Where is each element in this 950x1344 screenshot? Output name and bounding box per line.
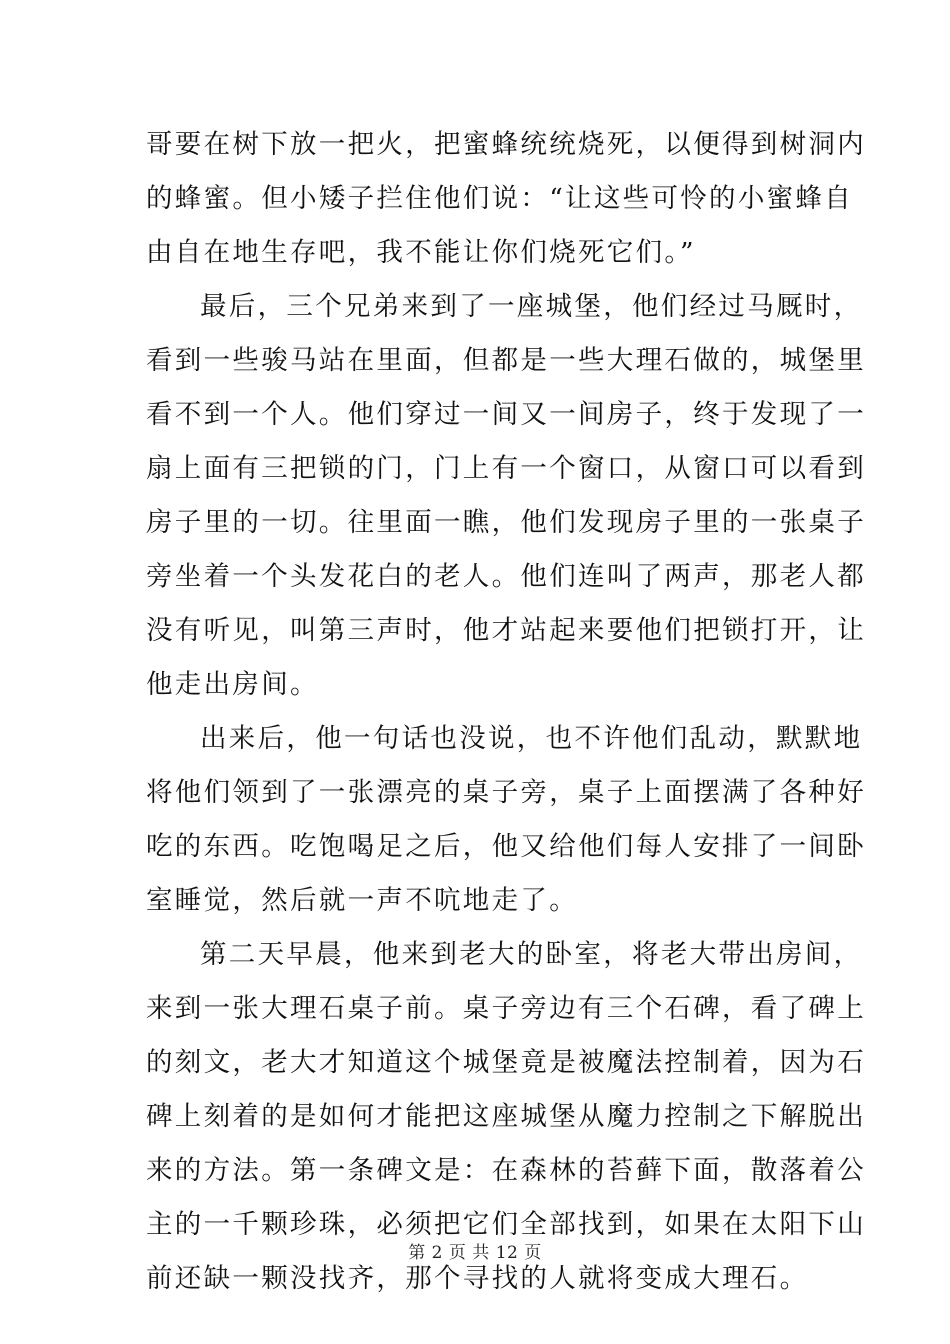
text-line: 来到一张大理石桌子前。桌子旁边有三个石碑，看了碑上	[146, 993, 866, 1024]
paragraph-start-line: 最后，三个兄弟来到了一座城堡，他们经过马厩时，	[200, 291, 863, 322]
text-line: 室睡觉，然后就一声不吭地走了。	[146, 885, 578, 916]
text-line: 吃的东西。吃饱喝足之后，他又给他们每人安排了一间卧	[146, 831, 866, 862]
text-line: 的蜂蜜。但小矮子拦住他们说：“让这些可怜的小蜜蜂自	[146, 183, 854, 214]
text-line: 主的一千颗珍珠，必须把它们全部找到，如果在太阳下山	[146, 1209, 866, 1240]
text-line: 哥要在树下放一把火，把蜜蜂统统烧死，以便得到树洞内	[146, 129, 866, 160]
text-line: 他走出房间。	[146, 669, 319, 700]
text-line: 由自在地生存吧，我不能让你们烧死它们。”	[146, 237, 696, 268]
body-text	[146, 118, 866, 1306]
text-line: 来的方法。第一条碑文是：在森林的苔藓下面，散落着公	[146, 1155, 866, 1186]
text-line: 扇上面有三把锁的门，门上有一个窗口，从窗口可以看到	[146, 453, 866, 484]
text-line: 没有听见，叫第三声时，他才站起来要他们把锁打开，让	[146, 615, 866, 646]
text-line: 看到一些骏马站在里面，但都是一些大理石做的，城堡里	[146, 345, 866, 376]
text-line: 旁坐着一个头发花白的老人。他们连叫了两声，那老人都	[146, 561, 866, 592]
page-number-footer: 第 2 页 共 12 页	[408, 1243, 542, 1263]
text-line: 房子里的一切。往里面一瞧，他们发现房子里的一张桌子	[146, 507, 866, 538]
text-line: 的刻文，老大才知道这个城堡竟是被魔法控制着，因为石	[146, 1047, 866, 1078]
paragraph-start-line: 第二天早晨，他来到老大的卧室，将老大带出房间，	[200, 939, 863, 970]
text-line: 看不到一个人。他们穿过一间又一间房子，终于发现了一	[146, 399, 866, 430]
text-line: 碑上刻着的是如何才能把这座城堡从魔力控制之下解脱出	[146, 1101, 866, 1132]
text-line: 将他们领到了一张漂亮的桌子旁，桌子上面摆满了各种好	[146, 777, 866, 808]
text-line: 前还缺一颗没找齐，那个寻找的人就将变成大理石。	[146, 1263, 809, 1294]
paragraph-start-line: 出来后，他一句话也没说，也不许他们乱动，默默地	[200, 723, 863, 754]
